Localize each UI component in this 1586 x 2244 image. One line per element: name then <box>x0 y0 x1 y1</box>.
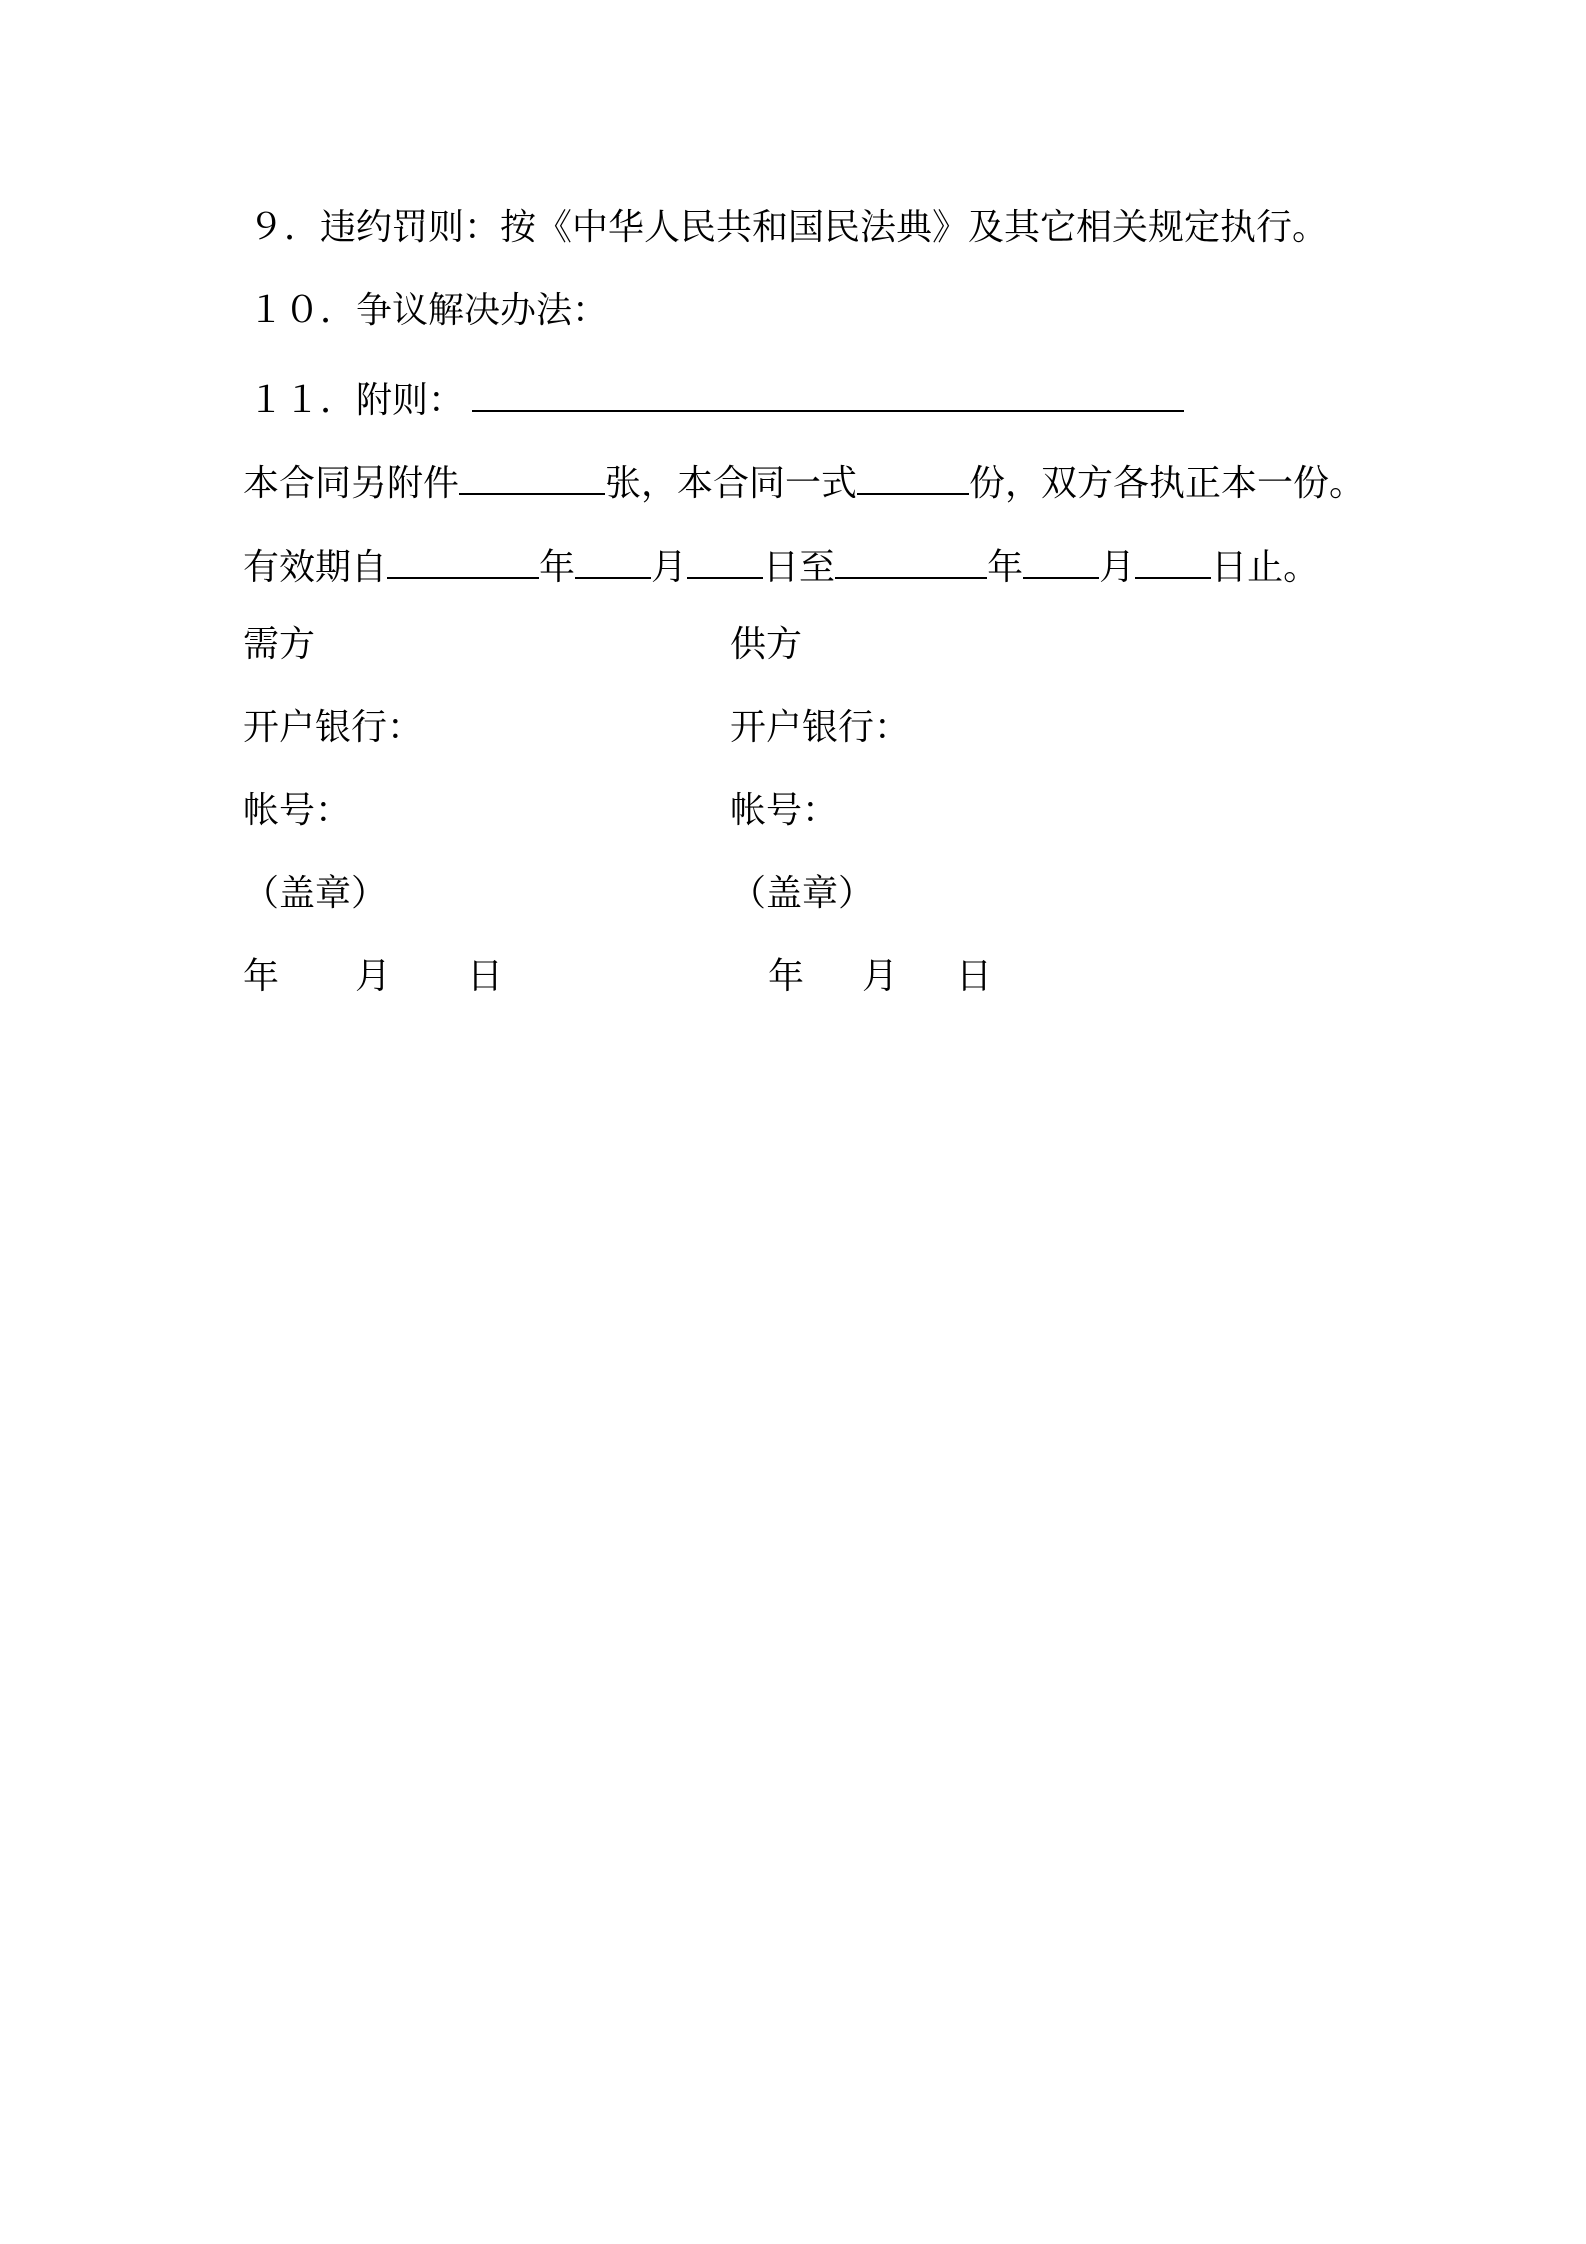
seller-bank-label: 开户银行： <box>730 707 911 748</box>
seller-account-label: 帐号： <box>730 790 839 831</box>
clause-9: ９．违约罚则：按《中华人民共和国民法典》及其它相关规定执行。 <box>248 207 1329 248</box>
seller-date-month: 月 <box>862 956 899 997</box>
seller-title: 供方 <box>730 624 803 665</box>
start-year-blank[interactable] <box>387 543 539 579</box>
buyer-date-month: 月 <box>355 956 392 997</box>
end-day-blank[interactable] <box>1135 543 1211 579</box>
buyer-account-label: 帐号： <box>243 790 352 831</box>
attachment-count-blank[interactable] <box>459 459 605 495</box>
buyer-date-year: 年 <box>243 956 280 997</box>
start-day-blank[interactable] <box>687 543 763 579</box>
seller-date-year: 年 <box>768 956 805 997</box>
copies-count-blank[interactable] <box>857 459 969 495</box>
end-year-blank[interactable] <box>835 543 987 579</box>
validity-month2-label: 月 <box>1099 547 1136 588</box>
start-month-blank[interactable] <box>575 543 651 579</box>
validity-month-label: 月 <box>651 547 688 588</box>
attachments-part3: 份，双方各执正本一份。 <box>969 463 1366 504</box>
clause-10: １０．争议解决办法： <box>248 290 609 331</box>
validity-prefix: 有效期自 <box>243 547 388 588</box>
end-month-blank[interactable] <box>1023 543 1099 579</box>
attachments-part1: 本合同另附件 <box>243 463 460 504</box>
validity-year2-label: 年 <box>987 547 1024 588</box>
buyer-seal-label: （盖章） <box>243 873 388 914</box>
clause-11-label: １１．附则： <box>248 380 465 421</box>
buyer-date-day: 日 <box>467 956 504 997</box>
clause-11-row <box>248 376 1184 419</box>
validity-year-label: 年 <box>539 547 576 588</box>
validity-day-end-label: 日止。 <box>1211 547 1320 588</box>
validity-day-to-label: 日至 <box>763 547 836 588</box>
seller-seal-label: （盖章） <box>730 873 875 914</box>
attachments-part2: 张，本合同一式 <box>605 463 858 504</box>
buyer-title: 需方 <box>243 624 316 665</box>
seller-date-row <box>768 956 993 997</box>
buyer-bank-label: 开户银行： <box>243 707 424 748</box>
buyer-date-row <box>243 956 504 997</box>
validity-row <box>243 543 1319 586</box>
attachments-row <box>243 459 1365 502</box>
appendix-blank[interactable] <box>472 376 1184 412</box>
seller-date-day: 日 <box>956 956 993 997</box>
